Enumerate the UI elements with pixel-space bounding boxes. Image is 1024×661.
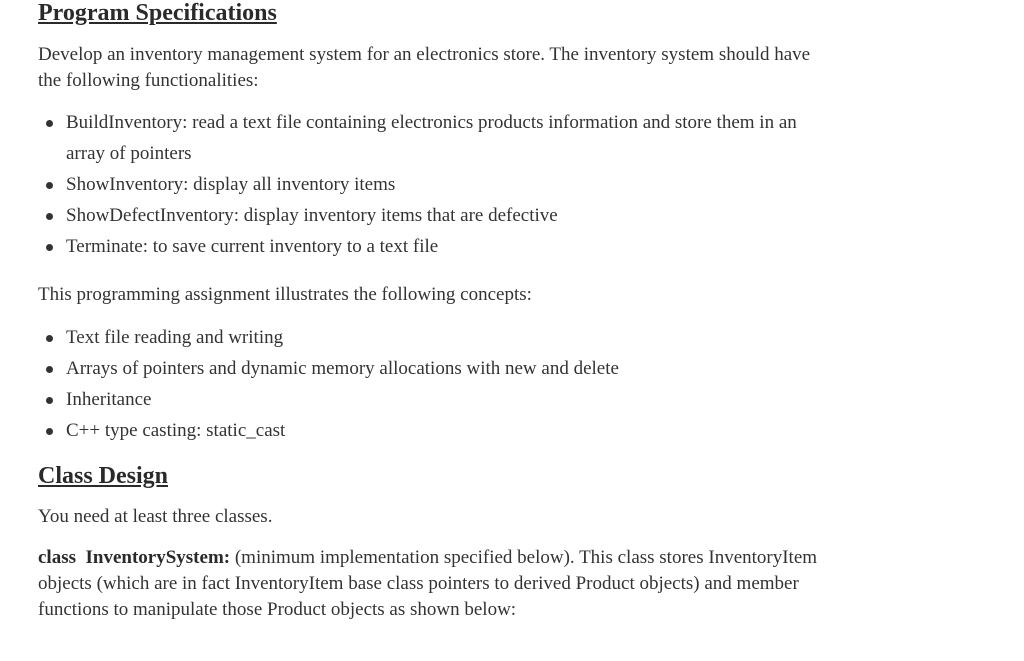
list-item <box>38 353 828 384</box>
class-design-heading: Class Design <box>38 463 169 489</box>
list-item <box>38 200 828 231</box>
bullet-icon <box>46 397 53 404</box>
functionalities-list <box>38 107 828 262</box>
bullet-icon <box>46 182 53 189</box>
list-item-text: Text file reading and writing <box>66 327 284 348</box>
list-item <box>38 169 828 200</box>
list-item-text: Inheritance <box>66 389 152 410</box>
list-item <box>38 107 828 169</box>
bullet-icon <box>46 120 53 127</box>
list-item-text: Arrays of pointers and dynamic memory allocations with new and delete <box>66 358 619 379</box>
list-item <box>38 415 828 446</box>
list-item-text: Terminate: to save current inventory to a text file <box>66 236 439 257</box>
classes-requirement-paragraph: You need at least three classes. <box>38 506 273 527</box>
list-item <box>38 322 828 353</box>
intro-paragraph: Develop an inventory management system for an electronics store. The inventory system should have the following functionalities: <box>38 44 811 91</box>
concepts-intro-paragraph: This programming assignment illustrates the following concepts: <box>38 284 532 305</box>
document-page <box>38 0 828 623</box>
program-specifications-heading: Program Specifications <box>38 0 277 26</box>
list-item-text: ShowDefectInventory: display inventory items that are defective <box>66 205 558 226</box>
concepts-list <box>38 322 828 446</box>
list-item <box>38 384 828 415</box>
bullet-icon <box>46 335 53 342</box>
inventory-system-class-label: class InventorySystem: <box>38 547 231 568</box>
inventory-system-paragraph <box>38 545 828 623</box>
list-item <box>38 231 828 262</box>
list-item-text: BuildInventory: read a text file containing electronics products information and store them in an array of pointers <box>66 112 797 164</box>
bullet-icon <box>46 213 53 220</box>
inventory-system-description: (minimum implementation specified below). This class stores InventoryItem objects (which are in fact InventoryItem base class pointers to derived Product objects) and member functions to manipulate those Product objects as shown below: <box>38 547 818 620</box>
list-item-text: ShowInventory: display all inventory items <box>66 174 396 195</box>
bullet-icon <box>46 244 53 251</box>
bullet-icon <box>46 428 53 435</box>
list-item-text: C++ type casting: static_cast <box>66 420 286 441</box>
bullet-icon <box>46 366 53 373</box>
